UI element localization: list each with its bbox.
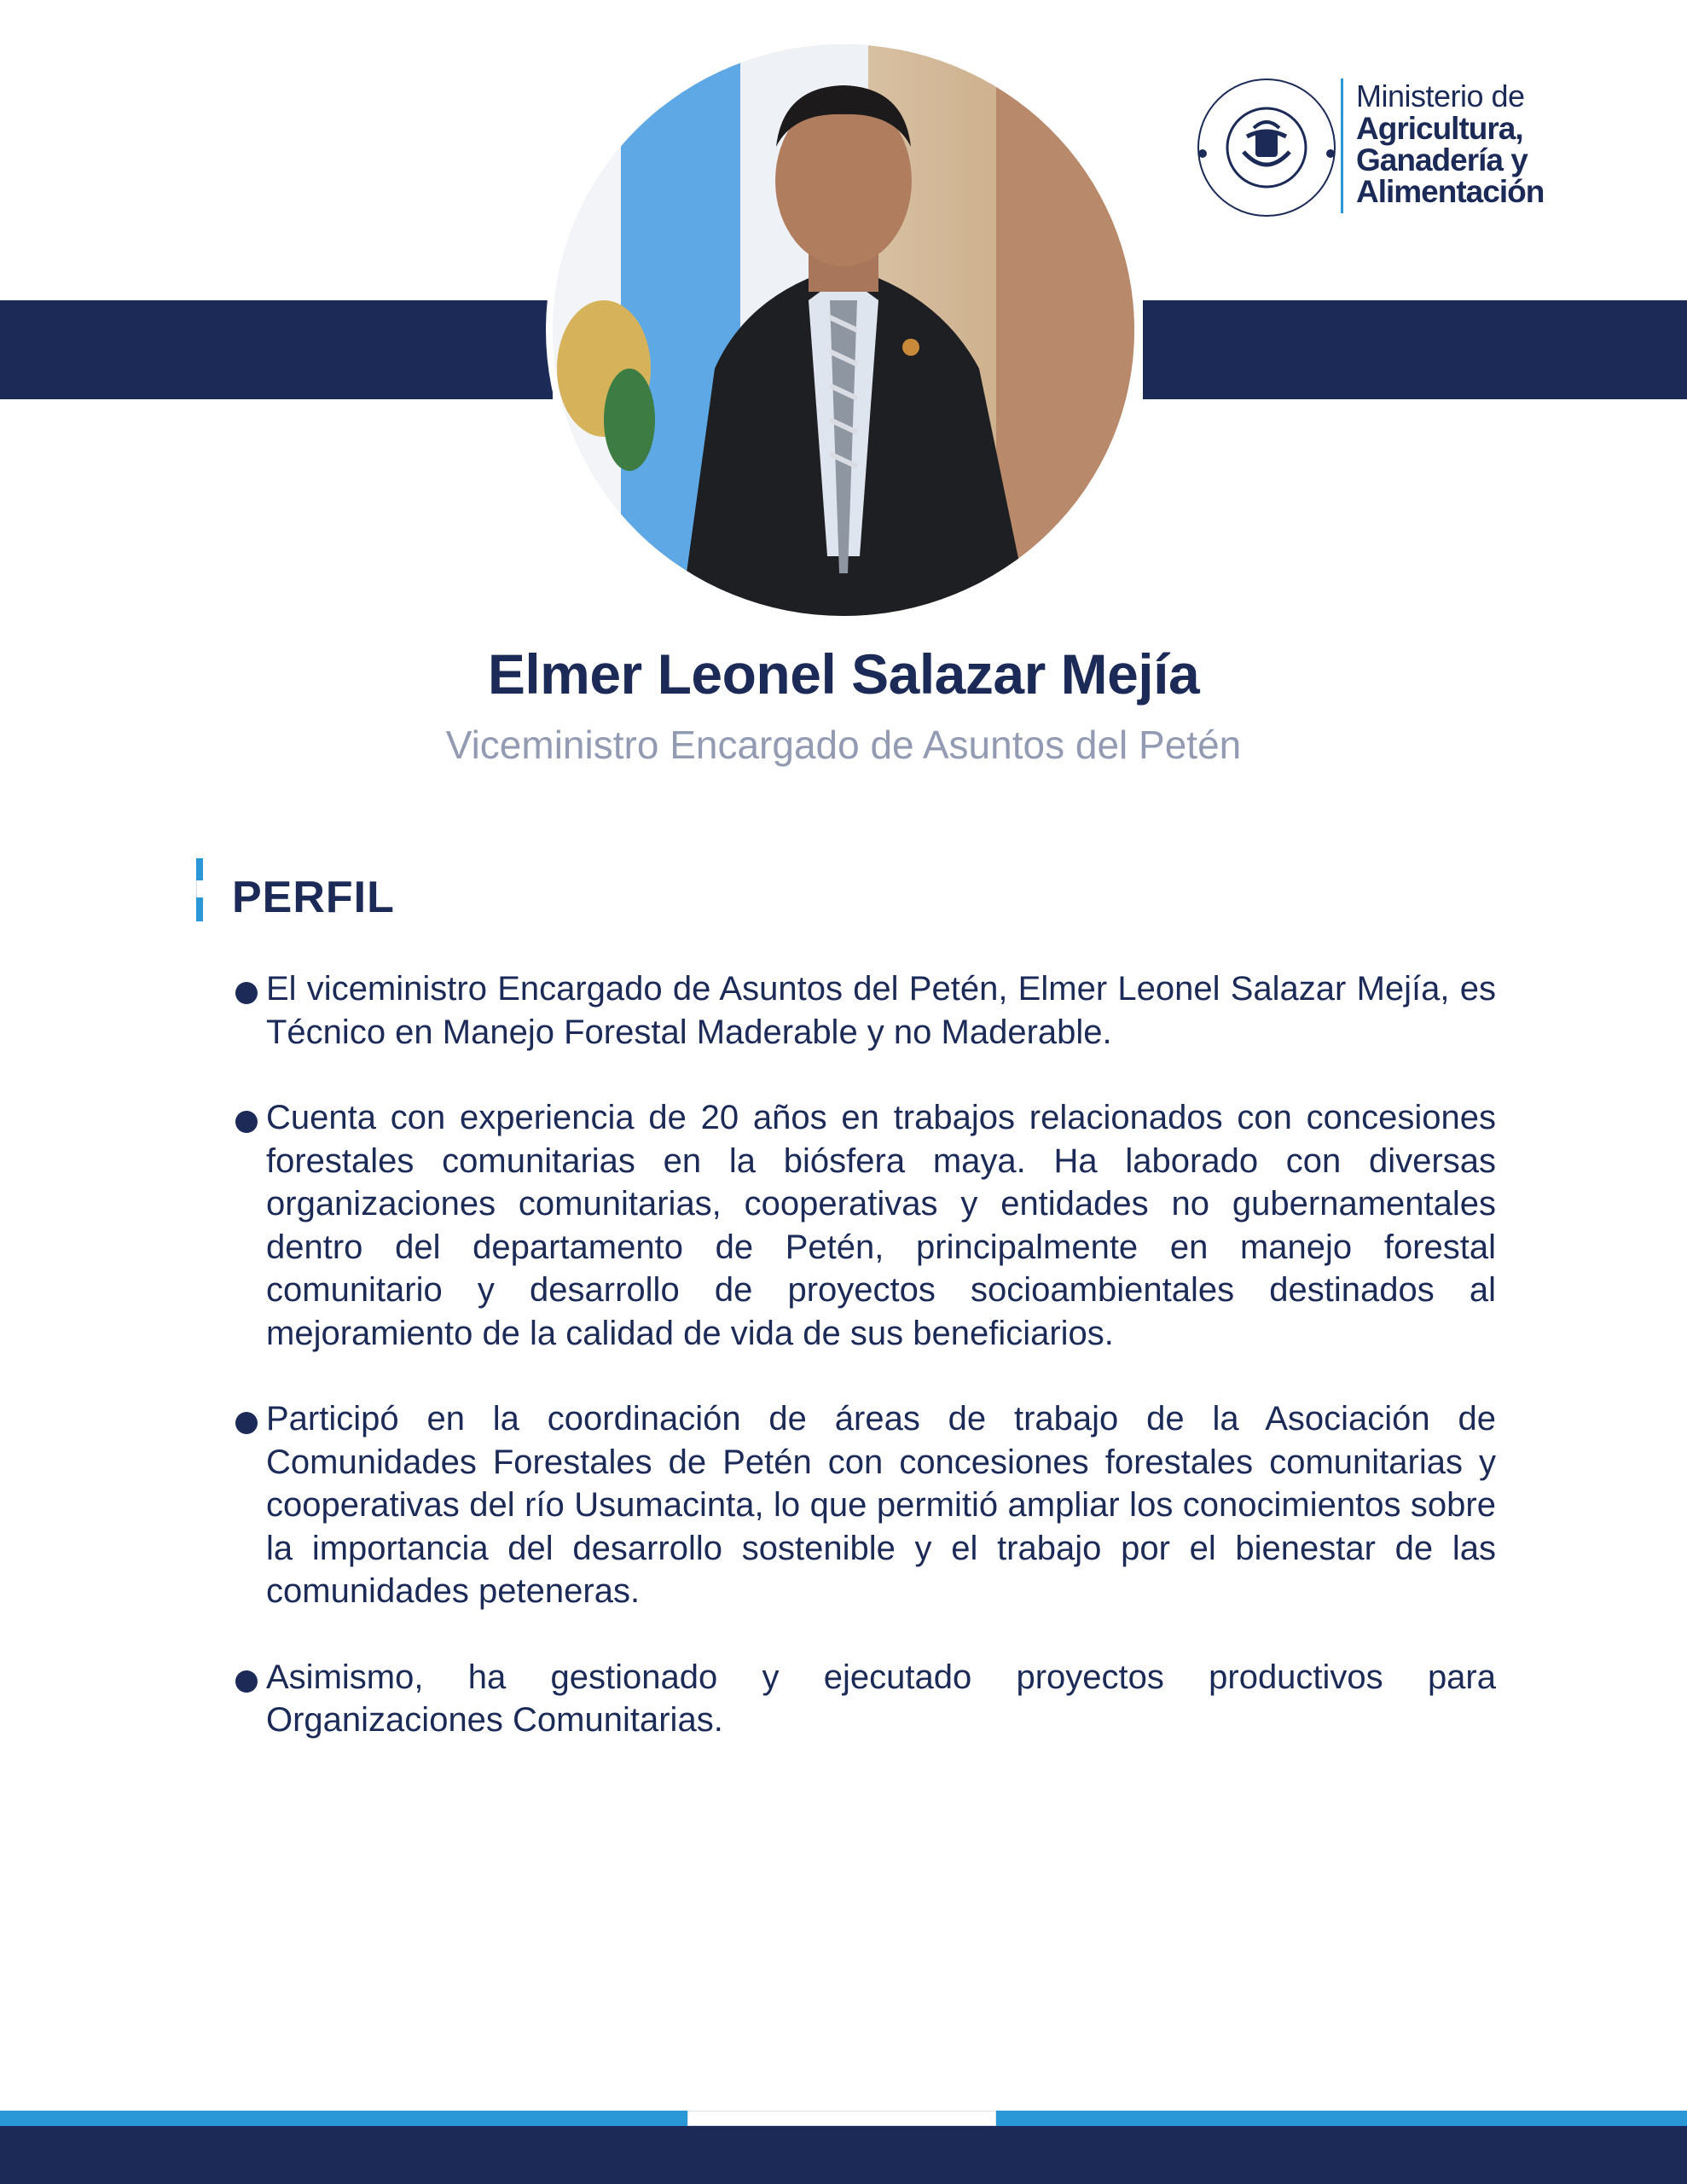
list-item bbox=[235, 1656, 1496, 1742]
footer-stripe-left bbox=[0, 2111, 687, 2126]
list-item bbox=[235, 967, 1496, 1054]
list-item bbox=[235, 1096, 1496, 1355]
list-item-text: El viceministro Encargado de Asuntos del Petén, Elmer Leonel Salazar Mejía, es Técnico en Manejo Forestal Maderable y no Maderable. bbox=[266, 970, 1496, 1051]
section-heading-perfil: PERFIL bbox=[232, 873, 395, 922]
section-accent-bar bbox=[196, 858, 203, 921]
logo-line-ganaderia: Ganadería y bbox=[1356, 142, 1528, 177]
footer-band bbox=[0, 2126, 1687, 2184]
logo-divider bbox=[1341, 78, 1343, 213]
ministry-logo bbox=[1194, 75, 1569, 220]
person-name: Elmer Leonel Salazar Mejía bbox=[487, 642, 1200, 706]
footer-stripe-center bbox=[687, 2111, 996, 2126]
footer-stripe-right bbox=[996, 2111, 1687, 2126]
list-item-text: Cuenta con experiencia de 20 años en trabajos relacionados con concesiones forestales comunitarias en la biósfera maya. Ha laborado con diversas organizaciones comunitarias, cooperativas y entidades no gubernamentales dentro del departamento de Petén, principalmente en manejo forestal comunitario y desarrollo de proyectos socioambientales destinados al mejoramiento de la calidad de vida de sus beneficiarios. bbox=[266, 1099, 1496, 1352]
bullet-dot-icon bbox=[235, 1412, 258, 1434]
bullet-dot-icon bbox=[235, 1670, 258, 1693]
person-title: Viceministro Encargado de Asuntos del Petén bbox=[445, 723, 1242, 767]
portrait-illustration bbox=[553, 44, 1134, 616]
logo-line-alimentacion: Alimentación bbox=[1356, 174, 1545, 209]
logo-line-agricultura: Agricultura, bbox=[1356, 111, 1523, 146]
profile-bullet-list bbox=[235, 967, 1496, 1785]
bullet-dot-icon bbox=[235, 982, 258, 1004]
header-band-left bbox=[0, 300, 553, 399]
header-band-right bbox=[1143, 300, 1687, 399]
logo-wordmark bbox=[1356, 80, 1578, 207]
bullet-dot-icon bbox=[235, 1111, 258, 1133]
logo-line-ministerio: Ministerio de bbox=[1356, 78, 1525, 113]
guatemala-coat-of-arms-seal bbox=[1194, 75, 1339, 220]
list-item-text: Participó en la coordinación de áreas de trabajo de la Asociación de Comunidades Forestales de Petén con concesiones forestales comunitarias y cooperativas del río Usumacinta, lo que permitió ampliar los conocimientos sobre la importancia del desarrollo sostenible y el trabajo por el bienestar de las comunidades peteneras. bbox=[266, 1400, 1496, 1610]
list-item-text: Asimismo, ha gestionado y ejecutado proyectos productivos para Organizaciones Comunitarias. bbox=[266, 1658, 1496, 1739]
portrait-photo bbox=[546, 38, 1141, 623]
list-item bbox=[235, 1397, 1496, 1613]
